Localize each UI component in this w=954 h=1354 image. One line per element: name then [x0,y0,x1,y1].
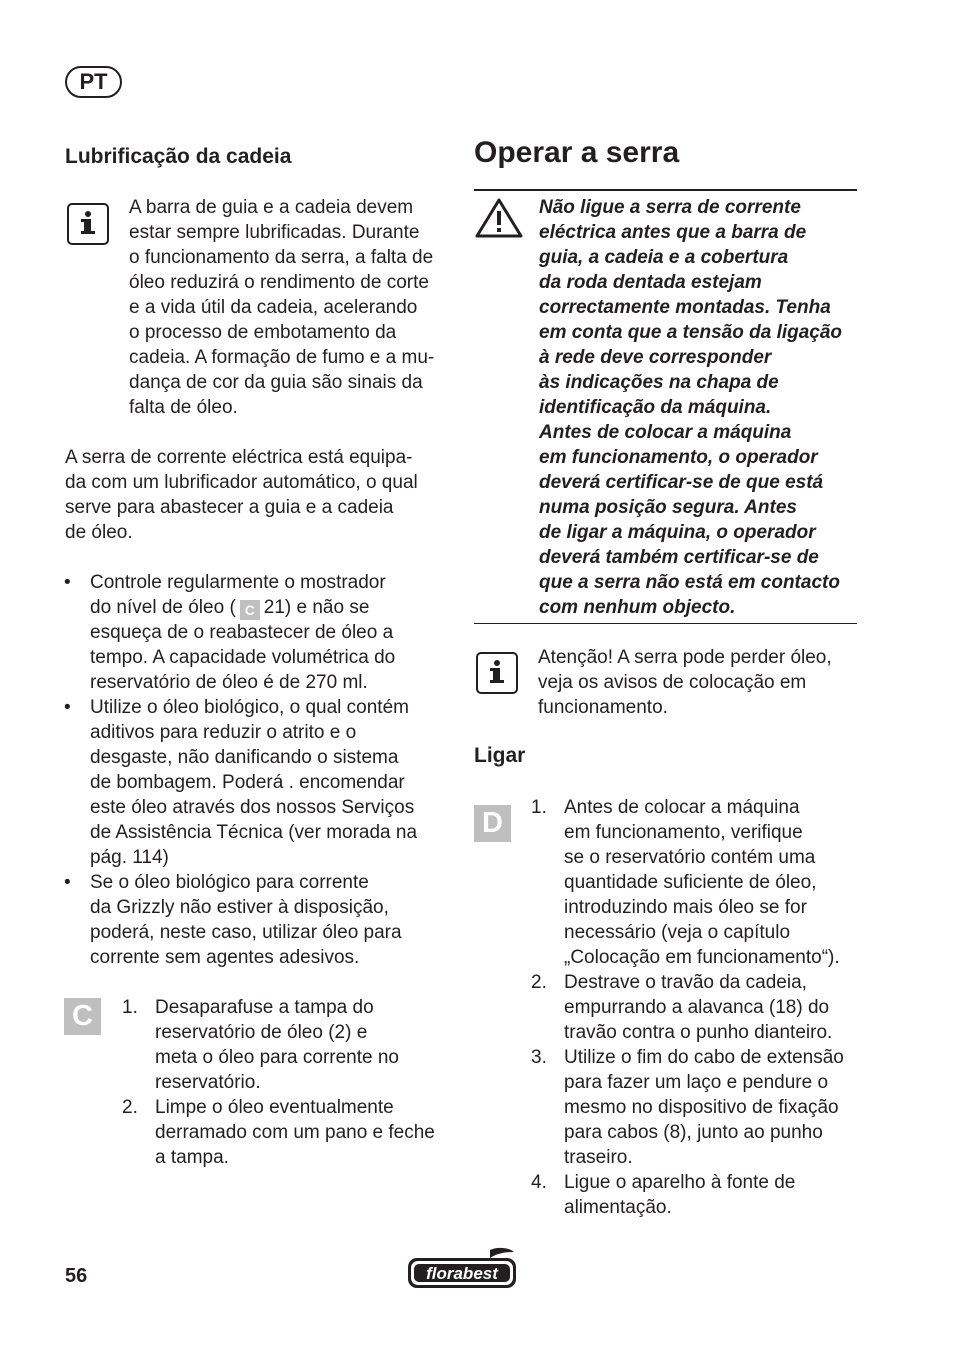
divider [474,189,857,191]
info-icon [67,203,109,245]
list-item: • Controle regularmente o mostrador do nível de óleo ( C 21) e não se esqueça de o reabastecer de óleo a tempo. A capacidade volumétrica do reservatório de óleo é de 270 ml. [64,570,454,695]
section-heading-ligar: Ligar [474,744,526,767]
list-item: 1. Antes de colocar a máquina em funcionamento, verifique se o reservatório contém uma quantidade suficiente de óleo, introduzindo mais óleo se for necessário (veja o capítulo „Colocação em funcionamento“). [531,797,840,968]
list-item: 4. Ligue o aparelho à fonte de alimentação. [531,1172,796,1218]
info-icon [476,652,518,694]
page-number: 56 [65,1265,88,1287]
warning-icon [475,197,523,244]
figure-label-d: D [474,805,511,842]
info-text-lubrication: A barra de guia e a cadeia devem estar sempre lubrificadas. Durante o funcionamento da serra, a falta de óleo reduzirá o rendimento de corte e a vida útil da cadeia, acelerando o processo de embotamento da cadeia. A formação de fumo e a mu- dança de cor da guia são sinais da falta de óleo. [129,197,435,418]
info-text-oil-leak: Atenção! A serra pode perder óleo, veja os avisos de colocação em funcionamento. [538,647,832,718]
language-badge: PT [65,66,122,98]
figure-label-c: C [64,998,101,1035]
brand-logo [406,1246,518,1295]
svg-text:florabest: florabest [426,1264,498,1283]
list-item: 1. Desaparafuse a tampa do reservatório de óleo (2) e meta o óleo para corrente no reservatório. [122,997,399,1093]
bullet-list [64,570,454,970]
steps-list-oil [122,995,452,1170]
section-heading-lubrication: Lubrificação da cadeia [65,145,292,168]
list-item: 2. Destrave o travão da cadeia, empurrando a alavanca (18) do travão contra o punho dianteiro. [531,972,833,1043]
list-item: 2. Limpe o óleo eventualmente derramado com um pano e feche a tampa. [122,1097,435,1168]
list-item: 3. Utilize o fim do cabo de extensão para fazer um laço e pendure o mesmo no dispositivo de fixação para cabos (8), junto ao punho traseiro. [531,1047,844,1168]
paragraph-auto-lubricator: A serra de corrente eléctrica está equipa- da com um lubrificador automático, o qual serve para abastecer a guia e a cadeia de óleo. [65,447,418,543]
page-title: Operar a serra [474,136,680,169]
list-item: • Se o óleo biológico para corrente da Grizzly não estiver à disposição, poderá, neste caso, utilizar óleo para corrente sem agentes adesivos. [64,870,454,970]
warning-text: Não ligue a serra de corrente eléctrica antes que a barra de guia, a cadeia e a cobertura da roda dentada estejam correctamente montadas. Tenha em conta que a tensão da ligação à rede deve corresponder às indicações na chapa de identificação da máquina. Antes de colocar a máquina em funcionamento, o operador deverá certificar-se de que está numa posição segura. Antes de ligar a máquina, o operador deverá também certificar-se de que a serra não está em contacto com nenhum objecto. [539,197,843,618]
figure-ref-badge: C [240,600,260,620]
list-item: • Utilize o óleo biológico, o qual contém aditivos para reduzir o atrito e o desgaste, não danificando o sistema de bombagem. Poderá . encomendar este óleo através dos nossos Serviços de Assistência Técnica (ver morada na pág. 114) [64,695,454,870]
divider [474,623,857,624]
steps-list-start [531,795,861,1220]
